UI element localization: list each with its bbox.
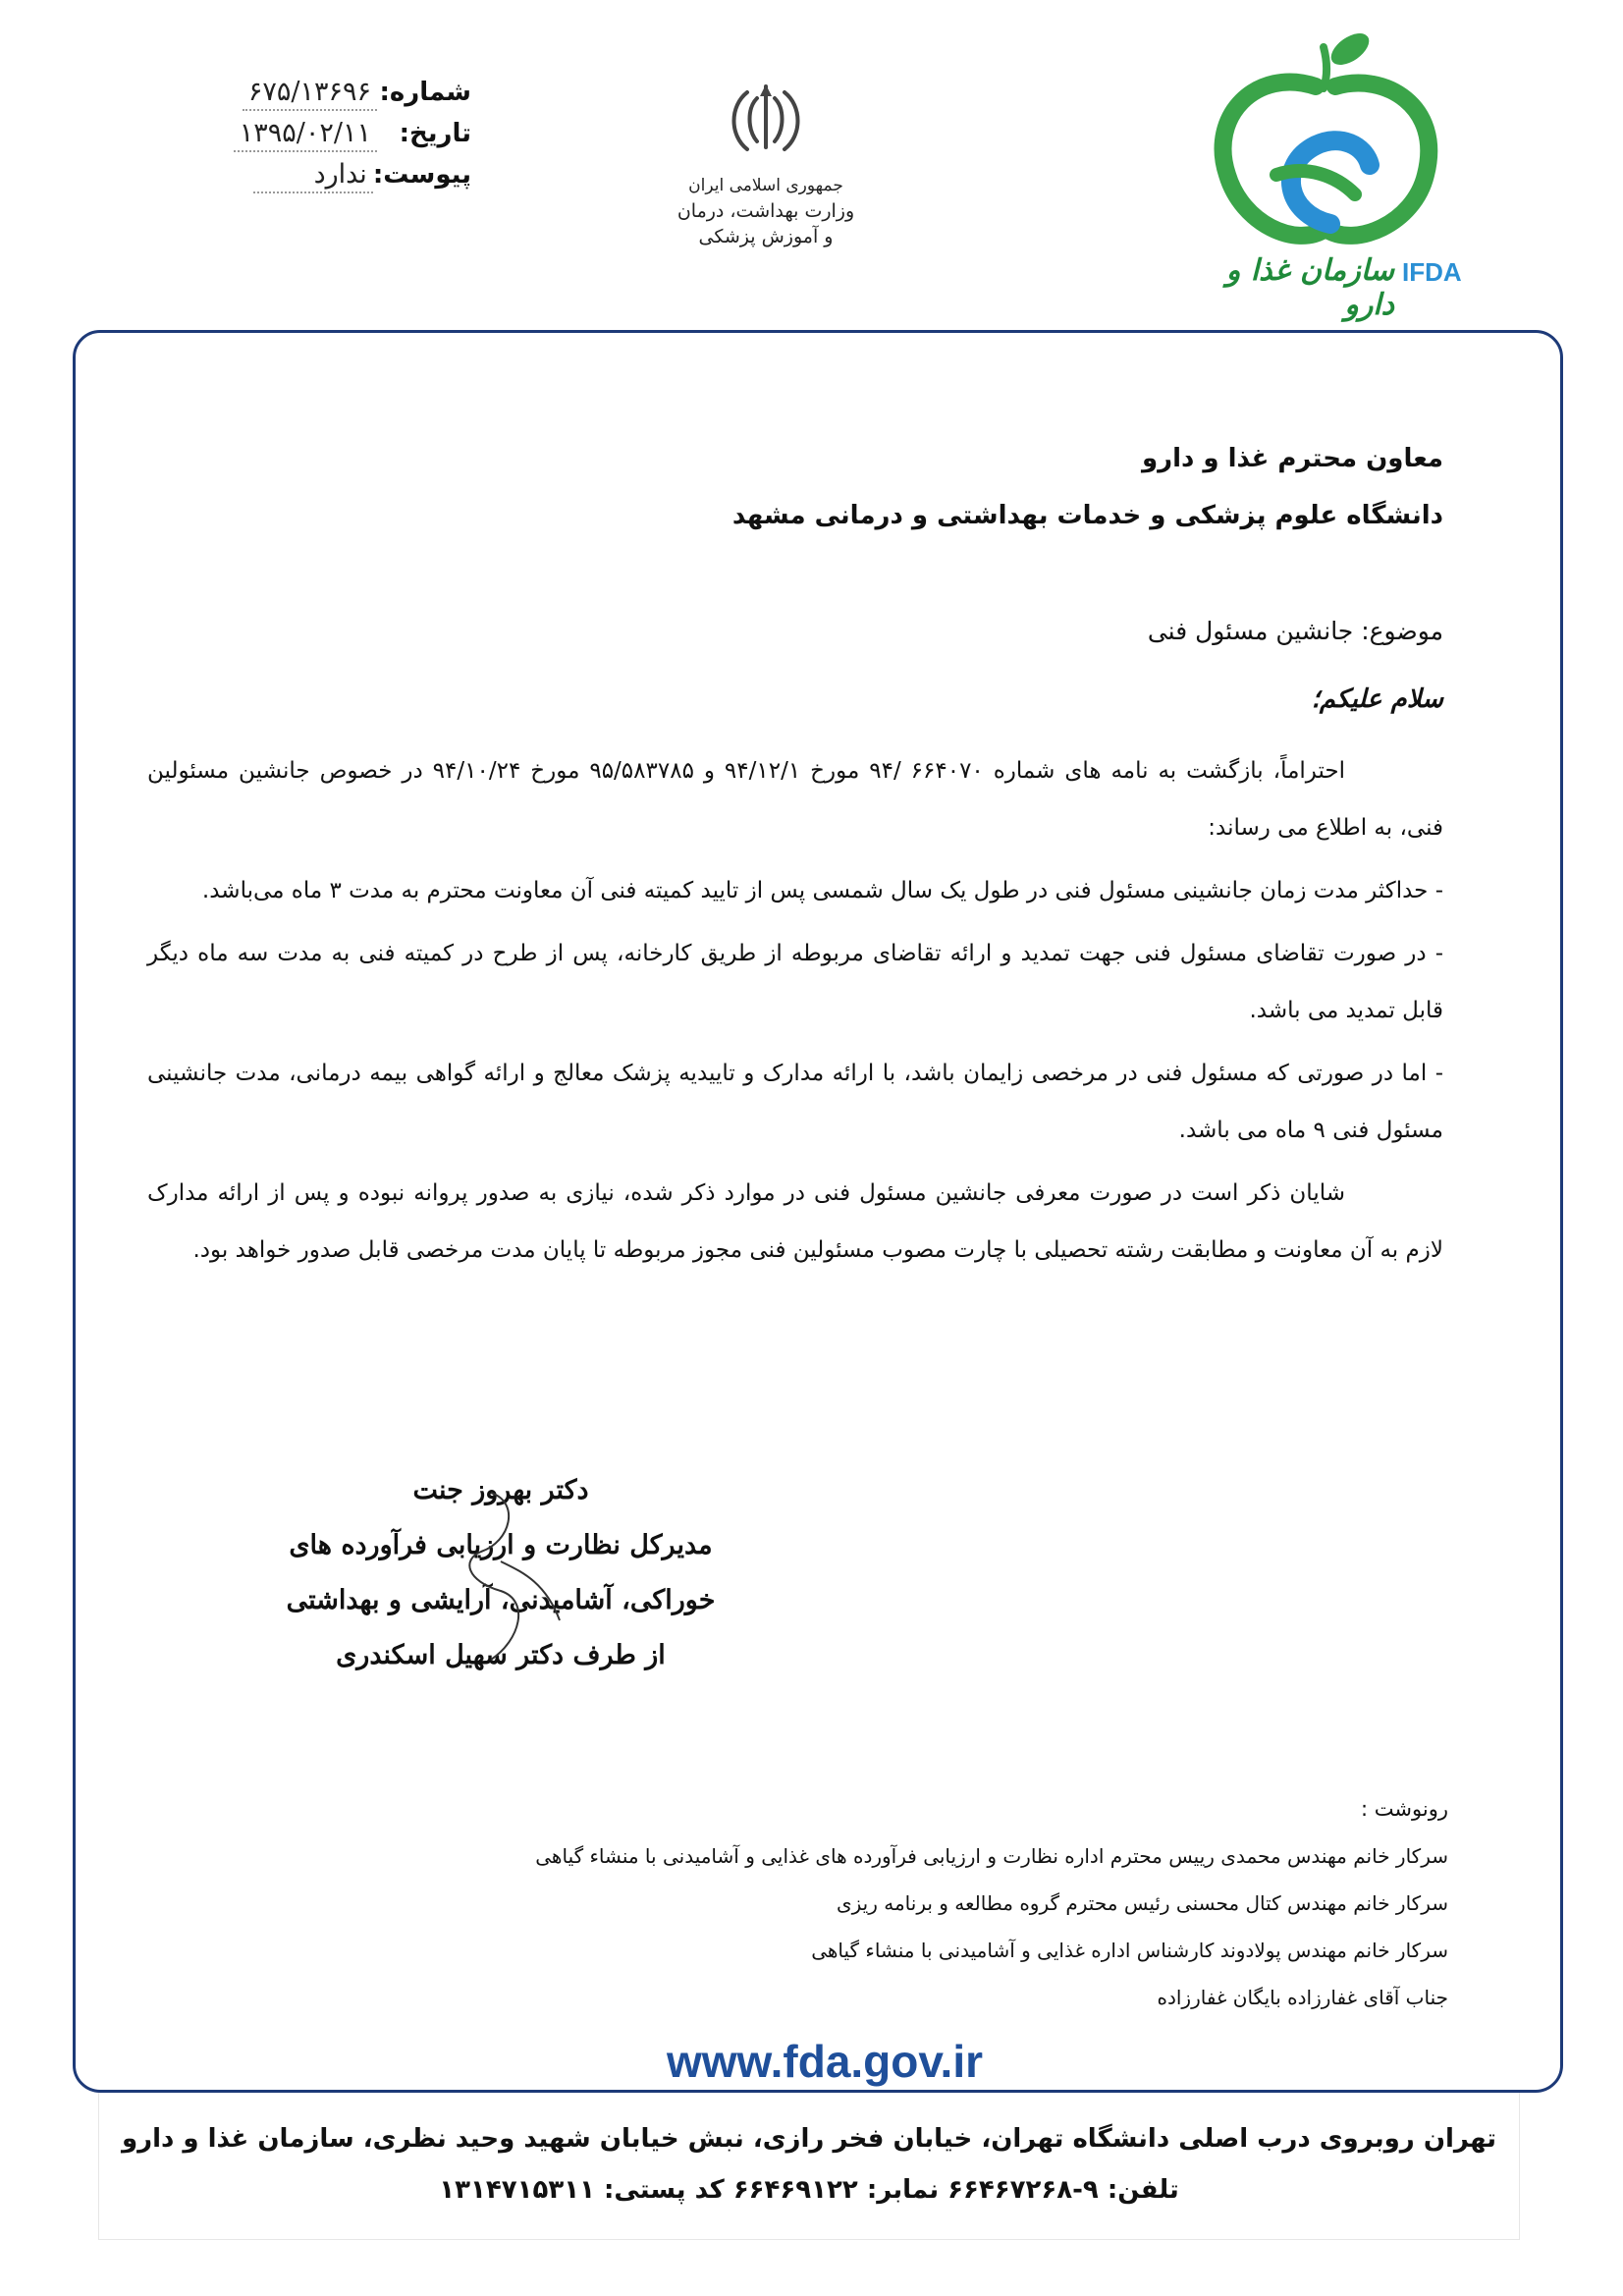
number-row xyxy=(147,77,471,118)
ministry-header xyxy=(628,79,903,249)
footer-contacts: تلفن: ۹-۶۶۴۶۷۲۶۸ نمابر: ۶۶۴۶۹۱۲۲ کد پستی: ۱۳۱۴۷۱۵۳۱۱ xyxy=(439,2175,1179,2205)
cc-item: جناب آقای غفارزاده بایگان غفارزاده xyxy=(1157,1986,1448,2009)
letter-body xyxy=(147,742,1443,1285)
attachment-value: ندارد xyxy=(253,159,373,193)
on-behalf: از طرف دکتر سهیل اسکندری xyxy=(336,1640,666,1670)
signatory-name: دکتر بهروز جنت xyxy=(412,1475,589,1505)
number-label: شماره: xyxy=(379,78,471,107)
date-value: ۱۳۹۵/۰۲/۱۱ xyxy=(234,118,377,152)
cc-item: سرکار خانم مهندس پولادوند کارشناس اداره غذایی و آشامیدنی با منشاء گیاهی xyxy=(811,1939,1448,1962)
subject-line: موضوع: جانشین مسئول فنی xyxy=(1147,617,1443,645)
addressee-line-1: معاون محترم غذا و دارو xyxy=(1141,444,1443,473)
footer xyxy=(98,2093,1520,2240)
date-label: تاریخ: xyxy=(399,119,471,148)
footer-address: تهران روبروی درب اصلی دانشگاه تهران، خیابان فخر رازی، نبش خیابان شهید وحید نظری، سازمان غذا و دارو xyxy=(121,2124,1497,2154)
logo-text: سازمان غذا و دارو xyxy=(1225,253,1394,322)
gov-line-2: وزارت بهداشت، درمان xyxy=(676,200,855,222)
body-paragraph-1: احتراماً، بازگشت به نامه های شماره ۶۶۴۰۷۰ /۹۴ مورخ ۹۴/۱۲/۱ و ۹۵/۵۸۳۷۸۵ مورخ ۹۴/۱۰/۲۴ در خصوص جانشین مسئولین فنی، به اطلاع می رساند: xyxy=(147,758,1443,841)
date-row xyxy=(147,118,471,159)
body-paragraph-4: - اما در صورتی که مسئول فنی در مرخصی زایمان باشد، با ارائه مدارک و تاییدیه پزشک معالج و ارائه گواهی بیمه درمانی، مدت جانشینی مسئول فنی ۹ ماه می باشد. xyxy=(147,1061,1443,1143)
attachment-row xyxy=(147,159,471,200)
body-paragraph-2: - حداکثر مدت زمان جانشینی مسئول فنی در طول یک سال شمسی پس از تایید کمیته فنی آن معاونت محترم به مدت ۳ ماه می‌باشد. xyxy=(201,878,1443,903)
letter-meta xyxy=(147,77,471,200)
fda-apple-icon xyxy=(1168,27,1492,253)
signatory-title-1: مدیرکل نظارت و ارزیابی فرآورده های xyxy=(289,1530,713,1560)
number-value: ۶۷۵/۱۳۶۹۶ xyxy=(243,77,377,111)
cc-title: رونوشت : xyxy=(1361,1797,1448,1821)
signature-block xyxy=(245,1463,756,1683)
addressee xyxy=(147,430,1443,544)
iran-emblem-icon xyxy=(722,79,810,157)
gov-line-1: جمهوری اسلامی ایران xyxy=(688,176,843,195)
greeting: سلام علیکم؛ xyxy=(1311,684,1443,714)
logo-abbr: IFDA xyxy=(1402,257,1462,287)
body-paragraph-3: - در صورت تقاضای مسئول فنی جهت تمدید و ارائه تقاضای مربوطه از طریق کارخانه، پس از طرح در کمیته فنی به مدت سه ماه دیگر قابل تمدید می باشد. xyxy=(147,941,1443,1023)
body-paragraph-5: شایان ذکر است در صورت معرفی جانشین مسئول فنی در موارد ذکر شده، نیازی به صدور پروانه نبوده و پس از ارائه مدارک لازم به آن معاونت و مطابقت رشته تحصیلی با چارت مصوب مسئولین فنی مجوز مربوطه تا پایان مدت مرخصی قابل صدور خواهد بود. xyxy=(147,1180,1443,1263)
signatory-title-2: خوراکی، آشامیدنی، آرایشی و بهداشتی xyxy=(286,1585,716,1615)
cc-item: سرکار خانم مهندس محمدی رییس محترم اداره نظارت و ارزیابی فرآورده های غذایی و آشامیدنی با منشاء گیاهی xyxy=(535,1844,1448,1868)
cc-item: سرکار خانم مهندس کتال محسنی رئیس محترم گروه مطالعه و برنامه ریزی xyxy=(836,1891,1448,1915)
fda-logo xyxy=(1168,27,1492,322)
cc-list xyxy=(147,1785,1448,2021)
addressee-line-2: دانشگاه علوم پزشکی و خدمات بهداشتی و درمانی مشهد xyxy=(731,501,1443,530)
attachment-label: پیوست: xyxy=(372,160,471,190)
website-link[interactable]: www.fda.gov.ir xyxy=(666,2036,984,2087)
gov-line-3: و آموزش پزشکی xyxy=(698,226,834,247)
